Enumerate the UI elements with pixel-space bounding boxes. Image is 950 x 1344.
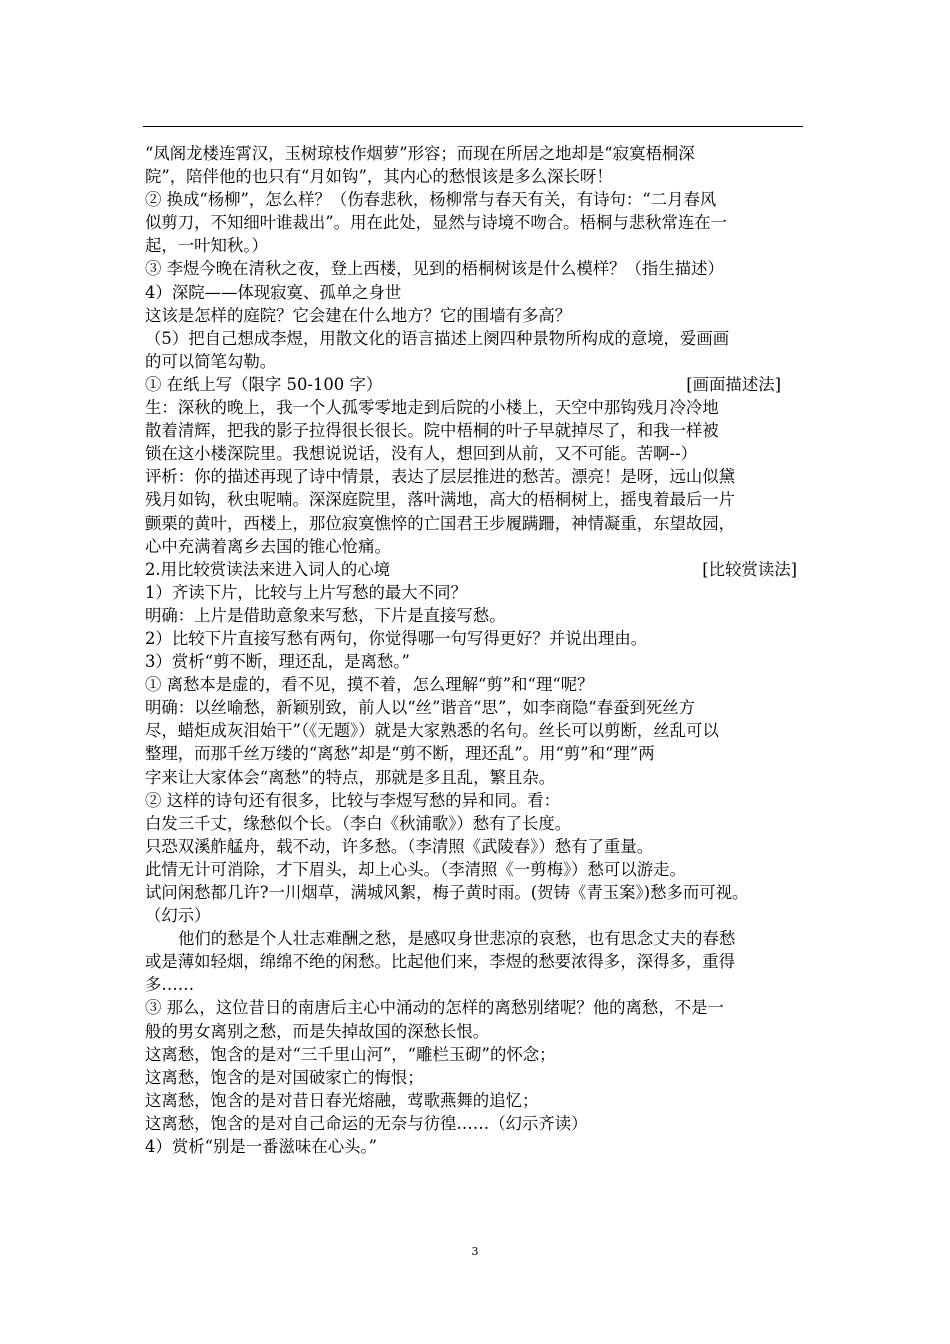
text-line: （幻示） [145, 906, 211, 926]
page-number: 3 [471, 1245, 479, 1258]
text-line: 这离愁，饱含的是对昔日春光熔融，莺歌燕舞的追忆； [145, 1090, 539, 1110]
text-line-body: ① 在纸上写（限字 50-100 字） [145, 374, 383, 394]
text-line: 明确：上片是借助意象来写愁，下片是直接写愁。 [145, 605, 506, 625]
text-line: 残月如钩，秋虫呢喃。深深庭院里，落叶满地，高大的梧桐树上，摇曳着最后一片 [145, 490, 736, 510]
method-tag: [比较赏读法] [702, 559, 797, 579]
text-line: ② 这样的诗句还有很多，比较与李煜写愁的异和同。看： [145, 790, 560, 810]
text-line: 字来让大家体会“离愁”的特点，那就是多且乱，繁且杂。 [145, 767, 556, 787]
text-line: 整理，而那千丝万缕的“离愁”却是“剪不断，理还乱”。用“剪”和“理”两 [145, 744, 655, 764]
text-line: 3）赏析“剪不断，理还乱，是离愁。” [145, 652, 410, 672]
text-line: 颤栗的黄叶，西楼上，那位寂寞憔悴的亡国君王步履蹒跚，神情凝重，东望故园， [145, 513, 736, 533]
text-line: 这离愁，饱含的是对国破家亡的悔恨； [145, 1067, 424, 1087]
text-line: “凤阁龙楼连霄汉，玉树琼枝作烟萝”形容；而现在所居之地却是“寂寞梧桐深 [145, 144, 695, 163]
text-line: 散着清辉，把我的影子拉得很长很长。院中梧桐的叶子早就掉尽了，和我一样被 [145, 421, 719, 441]
text-line: 他们的愁是个人壮志难酬之愁，是感叹身世悲凉的哀愁，也有思念丈夫的春愁 [178, 929, 736, 949]
text-line: 这离愁，饱含的是对自己命运的无奈与彷徨……（幻示齐读） [145, 1113, 588, 1133]
text-line: 试问闲愁都几许?一川烟草，满城风絮，梅子黄时雨。(贺铸《青玉案》)愁多而可视。 [145, 883, 749, 902]
text-line: 锁在这小楼深院里。我想说说话，没有人，想回到从前，又不可能。苦啊--） [145, 444, 697, 464]
document-body [145, 142, 805, 1158]
text-line: 起，一叶知秋。） [145, 236, 268, 256]
text-line: 似剪刀，不知细叶谁裁出”。用在此处，显然与诗境不吻合。梧桐与悲秋常连在一 [145, 213, 728, 233]
text-line: 2）比较下片直接写愁有两句，你觉得哪一句写得更好？并说出理由。 [145, 628, 648, 648]
header-rule [143, 126, 803, 127]
text-line: 尽，蜡炬成灰泪始干”（《无题》）就是大家熟悉的名句。丝长可以剪断，丝乱可以 [145, 721, 719, 741]
text-line: ③ 那么，这位昔日的南唐后主心中涌动的怎样的离愁别绪呢？他的离愁，不是一 [145, 998, 724, 1018]
text-line: （5）把自己想成李煜，用散文化的语言描述上阕四种景物所构成的意境，爱画画 [145, 328, 730, 348]
text-line: 白发三千丈，缘愁似个长。（李白《秋浦歌》）愁有了长度。 [145, 813, 572, 833]
method-tag: [画面描述法] [686, 374, 781, 394]
text-line: 院”，陪伴他的也只有“月如钩”，其内心的愁恨该是多么深长呀！ [145, 167, 613, 187]
text-line: ① 离愁本是虚的，看不见，摸不着，怎么理解“剪”和“理“呢？ [145, 675, 594, 695]
text-line: 心中充满着离乡去国的锥心怆痛。 [145, 536, 391, 556]
text-line: 般的男女离别之愁，而是失掉故国的深愁长恨。 [145, 1021, 490, 1041]
text-line: 明确：以丝喻愁，新颖别致，前人以“丝”谐音“思”，如李商隐“春蚕到死丝方 [145, 698, 696, 718]
section-heading: 2.用比较赏读法来进入词人的心境 [145, 559, 391, 579]
text-line: 4）深院——体现寂寞、孤单之身世 [145, 282, 402, 302]
text-line: 的可以简笔勾勒。 [145, 351, 277, 371]
text-line: 这离愁，饱含的是对“三千里山河”，“雕栏玉砌”的怀念； [145, 1044, 556, 1064]
text-line: ② 换成“杨柳”，怎么样？（伤春悲秋，杨柳常与春天有关，有诗句：“二月春风 [145, 190, 717, 210]
text-line: 此情无计可消除，才下眉头，却上心头。（李清照《一剪梅》）愁可以游走。 [145, 859, 686, 879]
text-line: 生：深秋的晚上，我一个人孤零零地走到后院的小楼上，天空中那钩残月冷冷地 [145, 398, 719, 418]
text-line: 或是薄如轻烟，绵绵不绝的闲愁。比起他们来，李煜的愁要浓得多，深得多，重得 [145, 952, 736, 972]
text-line: ③ 李煜今晚在清秋之夜，登上西楼，见到的梧桐树该是什么模样？（指生描述） [145, 259, 724, 279]
text-line: 1）齐读下片，比较与上片写愁的最大不同？ [145, 582, 467, 602]
text-line: 多…… [145, 975, 195, 995]
text-line: 只恐双溪舴艋舟，载不动，许多愁。（李清照《武陵春》）愁有了重量。 [145, 836, 654, 856]
section-heading-with-method-tag [145, 558, 805, 581]
text-line: 评析：你的描述再现了诗中情景，表达了层层推进的愁苦。漂亮！是呀，远山似黛 [145, 467, 736, 487]
text-line: 这该是怎样的庭院？它会建在什么地方？它的围墙有多高？ [145, 305, 572, 325]
text-line-with-method-tag [145, 373, 805, 396]
text-line: 4）赏析“别是一番滋味在心头。” [145, 1137, 378, 1157]
